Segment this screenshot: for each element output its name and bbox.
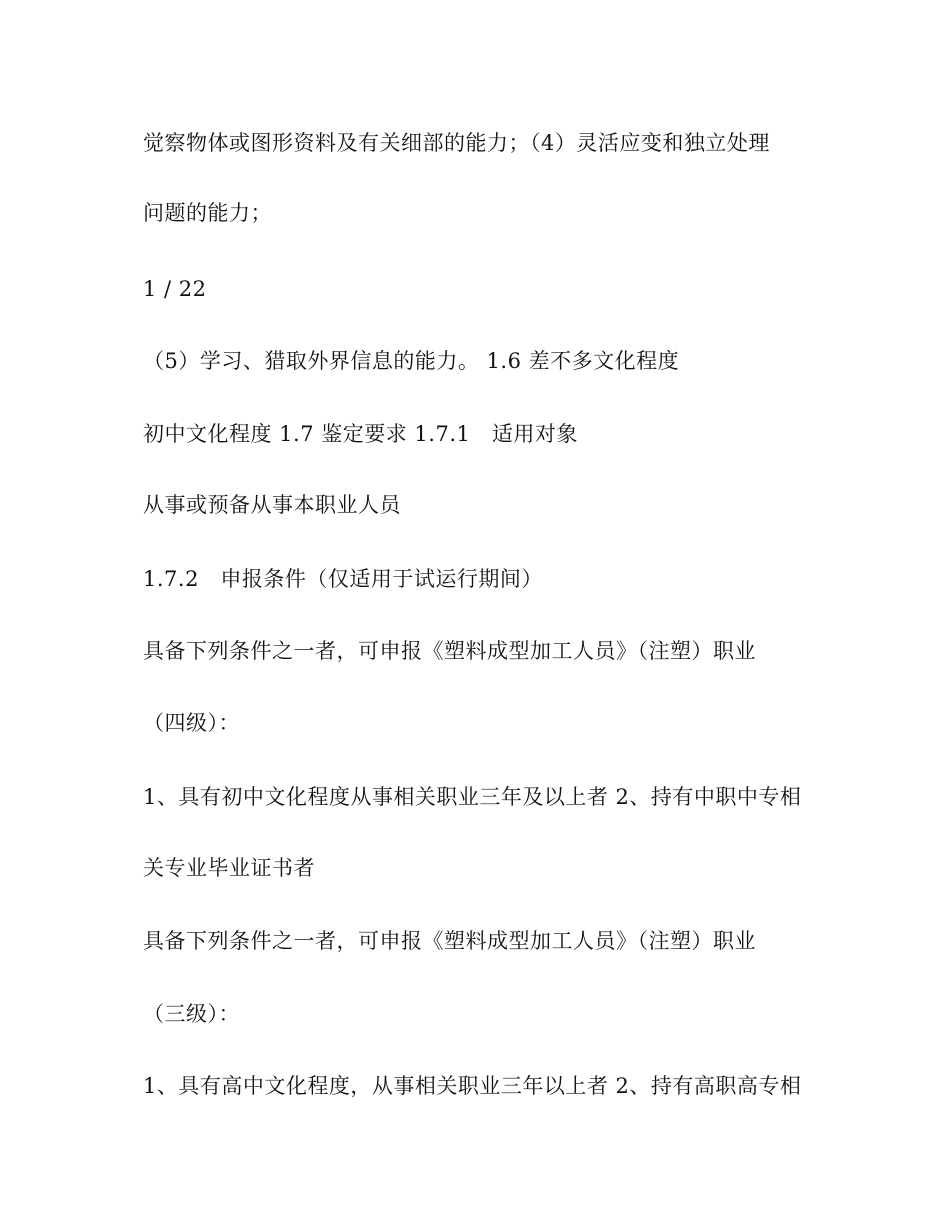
text-line-11: 具备下列条件之一者，可申报《塑料成型加工人员》（注塑）职业: [143, 929, 756, 953]
text-line-8: （四级）：: [143, 711, 240, 735]
text-line-3: （5）学习、猎取外界信息的能力。 1.6 差不多文化程度: [143, 349, 680, 373]
text-line-13: 1、具有高中文化程度，从事相关职业三年以上者 2、持有高职高专相: [143, 1074, 802, 1098]
text-line-5: 从事或预备从事本职业人员: [143, 493, 401, 517]
text-line-6: 1.7.2 申报条件（仅适用于试运行期间）: [143, 567, 543, 591]
text-line-2: 问题的能力；: [143, 201, 272, 225]
text-line-9: 1、具有初中文化程度从事相关职业三年及以上者 2、持有中职中专相: [143, 785, 802, 809]
text-line-10: 关专业毕业证书者: [143, 856, 315, 880]
text-line-1: 觉察物体或图形资料及有关细部的能力；（4）灵活应变和独立处理: [143, 131, 770, 155]
text-line-4: 初中文化程度 1.7 鉴定要求 1.7.1 适用对象: [143, 422, 578, 446]
page-number: 1 / 22: [143, 277, 207, 301]
text-line-7: 具备下列条件之一者，可申报《塑料成型加工人员》（注塑）职业: [143, 639, 756, 663]
text-line-12: （三级）：: [143, 1002, 240, 1026]
